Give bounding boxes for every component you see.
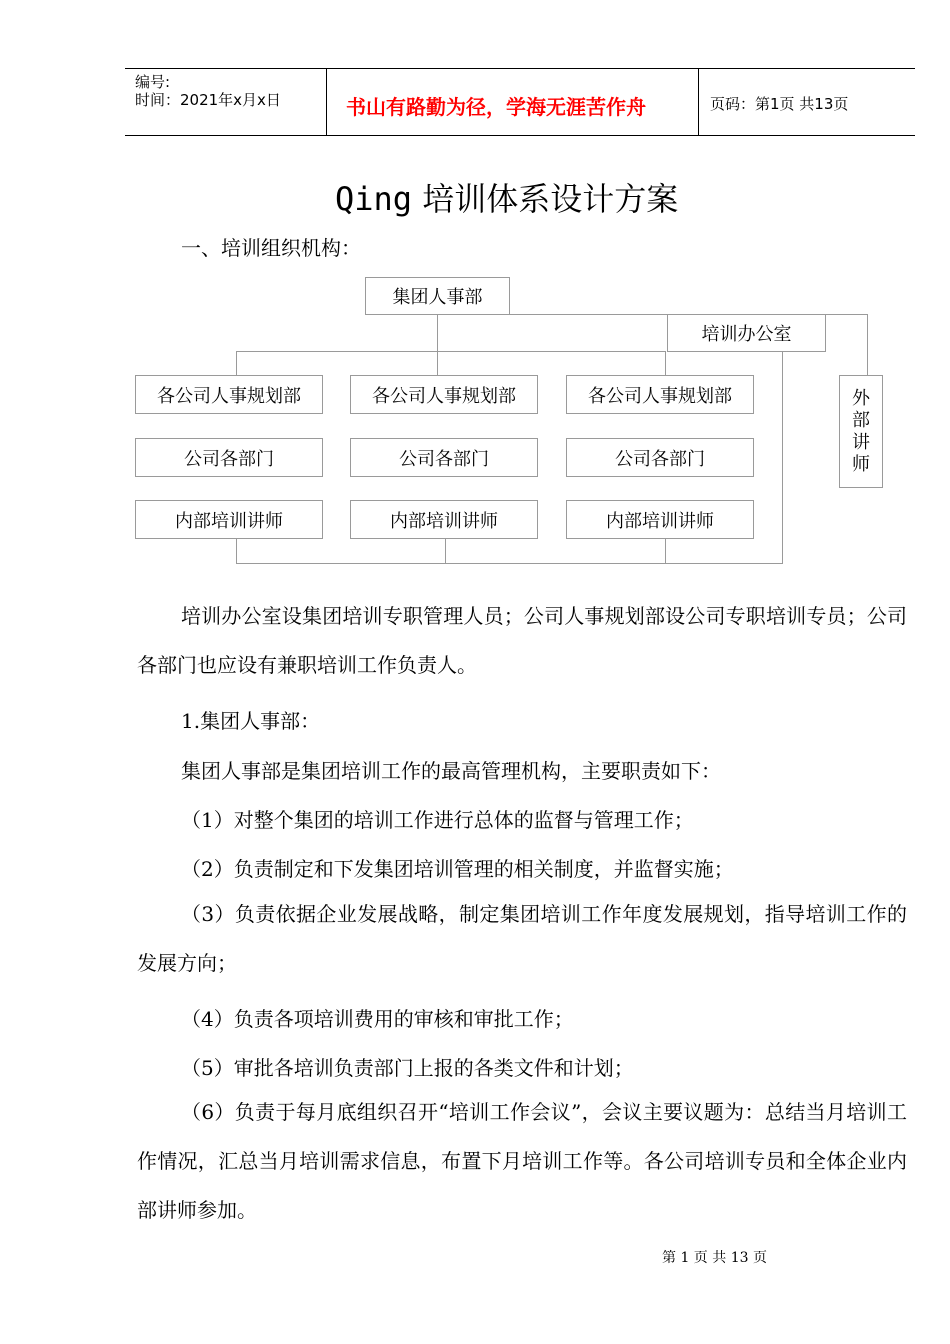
duty-item-2: （2）负责制定和下发集团培训管理的相关制度，并监督实施； — [181, 857, 734, 881]
header-top-border — [125, 68, 915, 69]
duty-item-6: （6）负责于每月底组织召开“培训工作会议”，会议主要议题为：总结当月培训工作情况，汇总当月培训需求信息，布置下月培训工作等。各公司培训专员和全体企业内部讲师参加。 — [137, 1100, 907, 1222]
external-trainer-char-4: 师 — [852, 453, 870, 475]
header-divider-1 — [326, 68, 327, 136]
header-date: 时间：2021年x月x日 — [135, 91, 281, 109]
section-heading: 一、培训组织机构： — [181, 236, 361, 260]
header-bottom-border — [125, 135, 915, 136]
sub-heading: 1.集团人事部： — [181, 709, 321, 733]
header-divider-2 — [698, 68, 699, 136]
org-training-office-box: 培训办公室 — [667, 314, 826, 352]
org-col1-internal-trainer-box: 内部培训讲师 — [135, 500, 323, 539]
duty-item-5: （5）审批各培训负责部门上报的各类文件和计划； — [181, 1056, 634, 1080]
org-col2-internal-trainer-box: 内部培训讲师 — [350, 500, 538, 539]
org-col3-departments-box: 公司各部门 — [566, 438, 754, 477]
connector-office-drop — [782, 351, 783, 564]
org-root-box: 集团人事部 — [365, 277, 510, 315]
duty-item-1: （1）对整个集团的培训工作进行总体的监督与管理工作； — [181, 808, 694, 832]
connector-bottom-horizontal — [236, 563, 783, 564]
connector-root-trunk — [437, 314, 438, 375]
page-title-latin: Qing — [335, 180, 413, 218]
org-external-trainer-box — [839, 375, 883, 488]
org-col3-planning-box: 各公司人事规划部 — [566, 375, 754, 414]
connector-top-horizontal — [236, 351, 666, 352]
page-footer: 第 1 页 共 13 页 — [662, 1250, 767, 1266]
duty-item-3: （3）负责依据企业发展战略，制定集团培训工作年度发展规划，指导培训工作的发展方向； — [137, 902, 907, 975]
external-trainer-char-1: 外 — [852, 387, 870, 409]
connector-col1-bottom — [236, 538, 237, 564]
lead-paragraph: 集团人事部是集团培训工作的最高管理机构，主要职责如下： — [181, 759, 721, 783]
header-page-info: 页码：第1页 共13页 — [710, 95, 849, 113]
org-col1-departments-box: 公司各部门 — [135, 438, 323, 477]
connector-right-drop — [665, 351, 666, 375]
header-number-label: 编号: — [135, 73, 171, 91]
connector-external-drop — [867, 314, 868, 375]
page-title-chinese: 培训体系设计方案 — [412, 180, 679, 218]
org-col2-planning-box: 各公司人事规划部 — [350, 375, 538, 414]
external-trainer-char-2: 部 — [852, 409, 870, 431]
connector-left-drop — [236, 351, 237, 375]
page-title — [335, 174, 678, 220]
connector-col3-bottom — [665, 538, 666, 564]
org-col2-departments-box: 公司各部门 — [350, 438, 538, 477]
intro-paragraph: 培训办公室设集团培训专职管理人员；公司人事规划部设公司专职培训专员；公司各部门也应设有兼职培训工作负责人。 — [137, 604, 907, 677]
org-col3-internal-trainer-box: 内部培训讲师 — [566, 500, 754, 539]
org-col1-planning-box: 各公司人事规划部 — [135, 375, 323, 414]
external-trainer-char-3: 讲 — [852, 431, 870, 453]
header-motto: 书山有路勤为径，学海无涯苦作舟 — [346, 95, 646, 119]
duty-item-4: （4）负责各项培训费用的审核和审批工作； — [181, 1007, 574, 1031]
connector-col2-bottom — [445, 538, 446, 564]
